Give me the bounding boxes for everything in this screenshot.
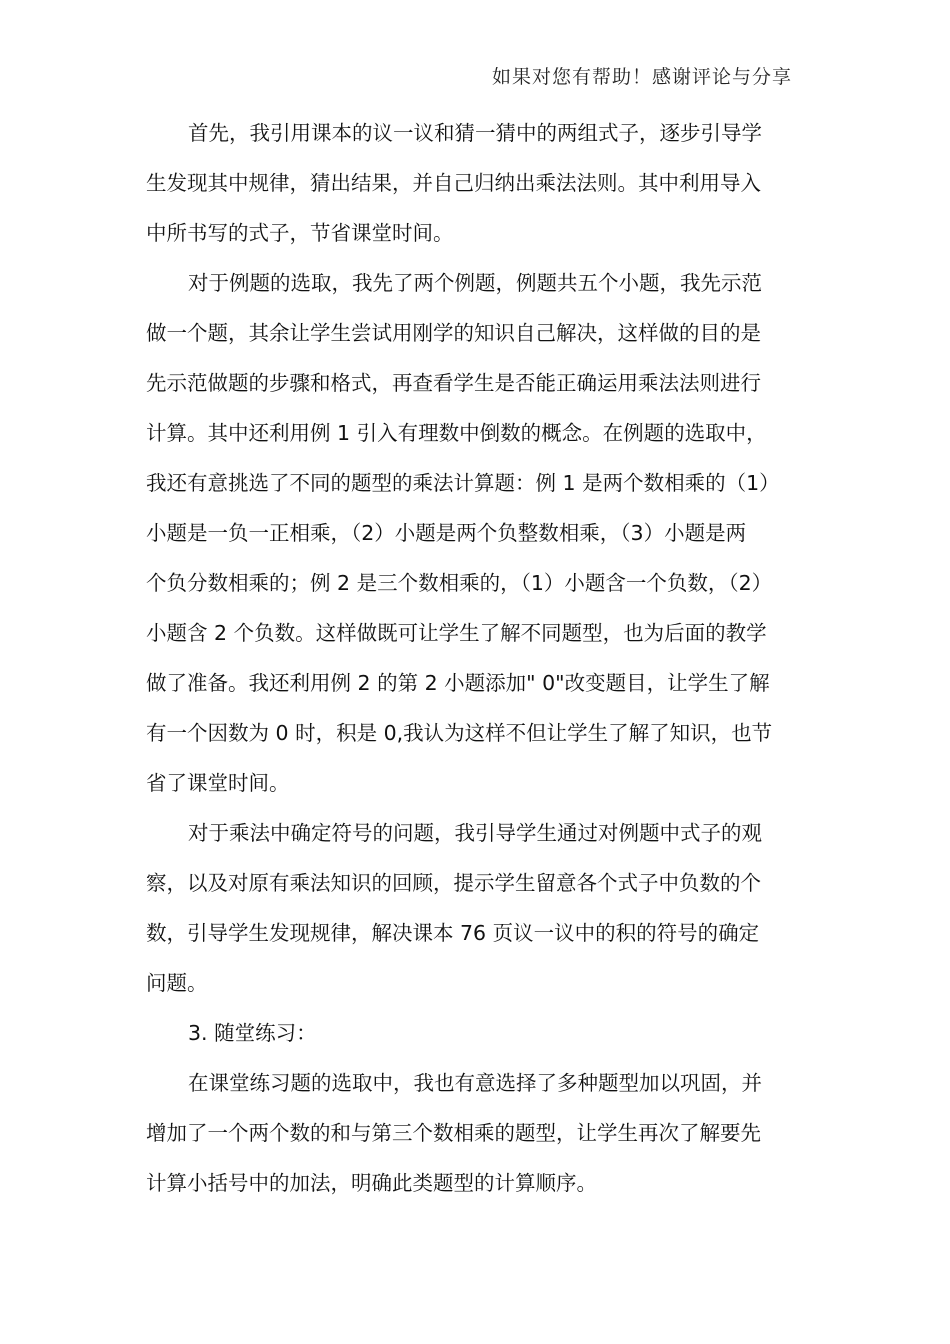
text-line: 我还有意挑选了不同的题型的乘法计算题：例 1 是两个数相乘的（1） xyxy=(146,471,780,495)
text-line: 做了准备。我还利用例 2 的第 2 小题添加" 0"改变题目，让学生了解 xyxy=(146,671,770,695)
text-line: 计算。其中还利用例 1 引入有理数中倒数的概念。在例题的选取中， xyxy=(146,421,767,445)
text-line: 个负分数相乘的；例 2 是三个数相乘的，（1）小题含一个负数，（2） xyxy=(146,571,773,595)
text-line: 计算小括号中的加法，明确此类题型的计算顺序。 xyxy=(146,1171,597,1195)
text-line: 问题。 xyxy=(146,971,208,995)
text-line: 对于例题的选取，我先了两个例题，例题共五个小题，我先示范 xyxy=(188,271,762,295)
text-line: 有一个因数为 0 时，积是 0,我认为这样不但让学生了解了知识，也节 xyxy=(146,721,773,745)
text-line: 首先，我引用课本的议一议和猜一猜中的两组式子，逐步引导学 xyxy=(188,121,762,145)
document-body xyxy=(146,108,811,1208)
text-line: 中所书写的式子，节省课堂时间。 xyxy=(146,221,454,245)
text-line: 省了课堂时间。 xyxy=(146,771,290,795)
text-line: 数，引导学生发现规律，解决课本 76 页议一议中的积的符号的确定 xyxy=(146,921,760,945)
text-line: 先示范做题的步骤和格式，再查看学生是否能正确运用乘法法则进行 xyxy=(146,371,761,395)
text-line: 对于乘法中确定符号的问题，我引导学生通过对例题中式子的观 xyxy=(188,821,762,845)
text-line: 小题含 2 个负数。这样做既可让学生了解不同题型，也为后面的教学 xyxy=(146,621,767,645)
page-header-note: 如果对您有帮助！感谢评论与分享 xyxy=(491,66,792,88)
text-line: 增加了一个两个数的和与第三个数相乘的题型，让学生再次了解要先 xyxy=(146,1121,761,1145)
text-line: 小题是一负一正相乘，（2）小题是两个负整数相乘，（3）小题是两 xyxy=(146,521,747,545)
text-line: 察，以及对原有乘法知识的回顾，提示学生留意各个式子中负数的个 xyxy=(146,871,761,895)
text-line: 生发现其中规律，猜出结果，并自己归纳出乘法法则。其中利用导入 xyxy=(146,171,761,195)
text-line: 在课堂练习题的选取中，我也有意选择了多种题型加以巩固，并 xyxy=(188,1071,762,1095)
section-heading: 3. 随堂练习： xyxy=(188,1021,317,1045)
text-line: 做一个题，其余让学生尝试用刚学的知识自己解决，这样做的目的是 xyxy=(146,321,761,345)
